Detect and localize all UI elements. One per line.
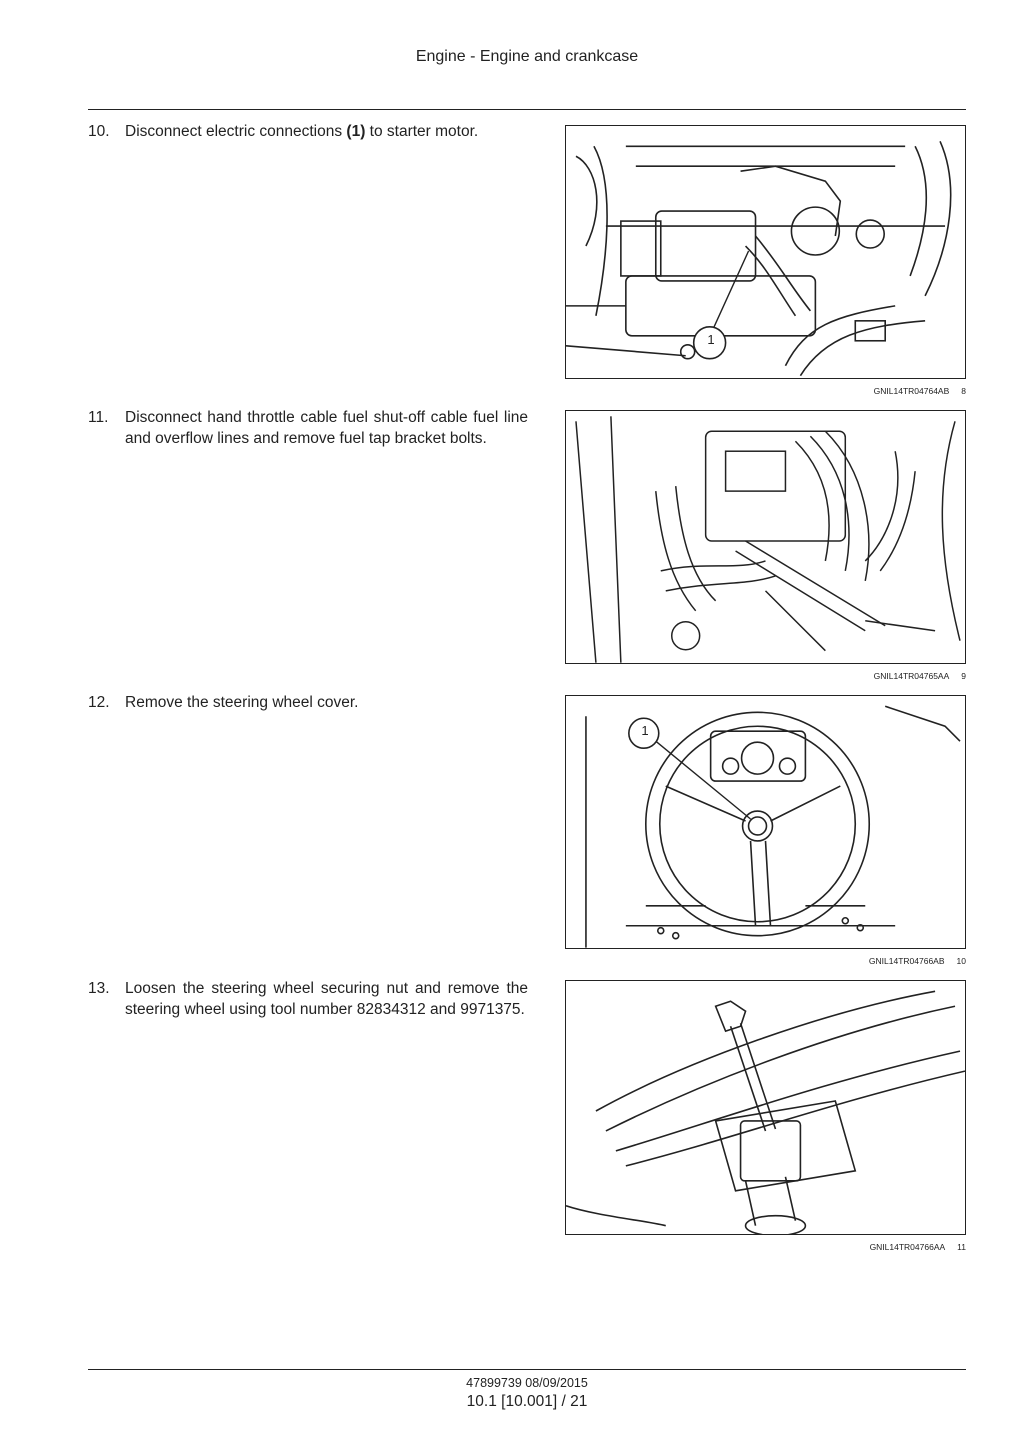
step-text: Loosen the steering wheel securing nut and remove the steering wheel using tool number 82834312 and 9971375. [125,980,528,1018]
figure-caption: GNIL14TR04765AA 9 [873,671,966,681]
callout-ref: (1) [346,123,366,140]
footer-doc-ref: 47899739 08/09/2015 [466,1376,588,1390]
step-11 [88,408,528,449]
step-number: 13. [88,980,110,997]
page-header-title: Engine - Engine and crankcase [415,48,639,65]
figure-steering-wheel-cover [565,695,966,949]
step-text: Disconnect hand throttle cable fuel shut-off cable fuel line and overflow lines and remove fuel tap bracket bolts. [125,409,528,447]
figure-caption: GNIL14TR04766AB 10 [868,956,966,966]
step-text: Disconnect electric connections (1) to starter motor. [125,123,479,140]
figure-caption: GNIL14TR04764AB 8 [873,386,966,396]
figure-callout-1: 1 [707,332,715,347]
figure-callout-1: 1 [641,723,649,738]
step-13 [88,979,528,1020]
footer-page-ref: 10.1 [10.001] / 21 [466,1393,588,1410]
step-number: 12. [88,694,110,711]
step-12 [88,693,528,714]
figure-caption: GNIL14TR04766AA 11 [869,1242,966,1252]
step-text: Remove the steering wheel cover. [125,694,359,711]
figure-starter-motor [565,125,966,379]
figure-fuel-lines [565,410,966,664]
figure-steering-wheel-puller [565,980,966,1235]
footer-rule [88,1369,966,1370]
header-rule [88,109,966,110]
step-number: 10. [88,123,110,140]
step-number: 11. [88,409,109,426]
step-10 [88,122,528,143]
